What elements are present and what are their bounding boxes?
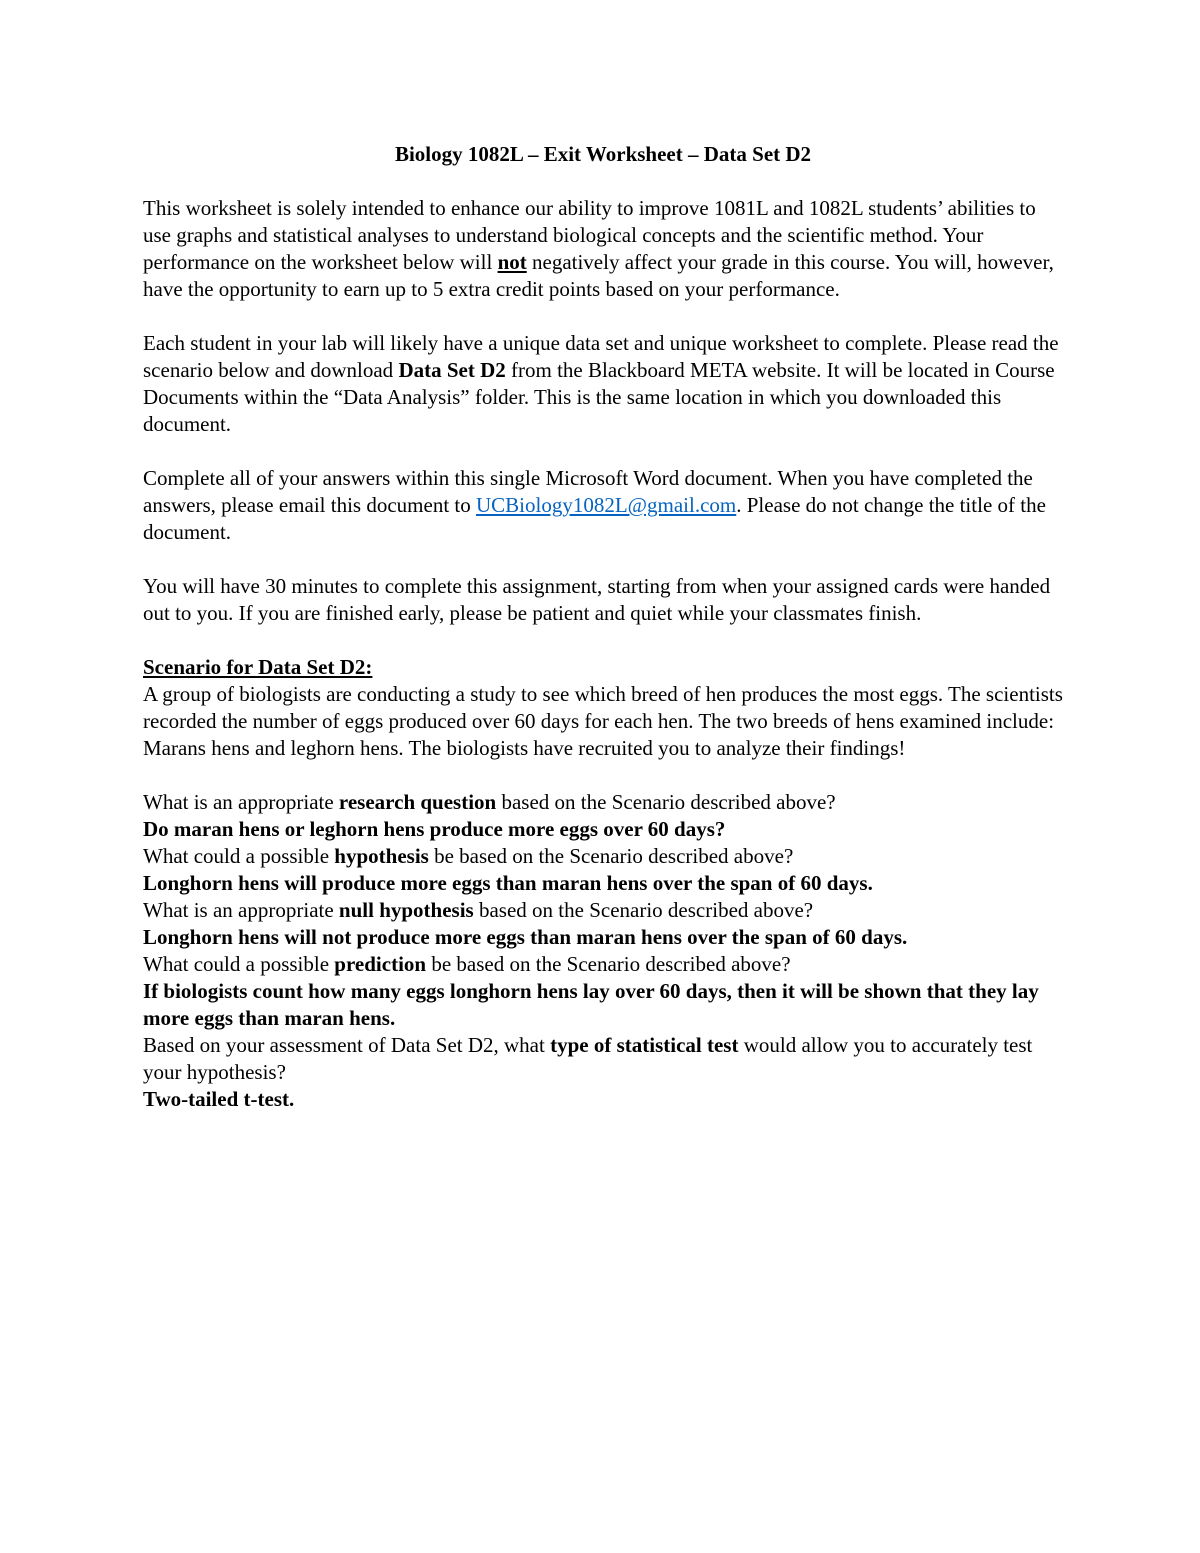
email-link[interactable]: UCBiology1082L@gmail.com xyxy=(476,493,737,517)
question-keyword: null hypothesis xyxy=(338,898,474,922)
intro-text: Complete all of your answers within this single Microsoft Word document. When you have completed the answers, please email this document to xyxy=(143,466,1033,517)
question-text: based on the Scenario described above? xyxy=(496,790,836,814)
question-keyword: type of statistical test xyxy=(550,1033,739,1057)
intro-text: . Please do not change the title of the document. xyxy=(143,493,1046,544)
question-null-hypothesis xyxy=(143,897,1063,924)
question-research xyxy=(143,789,1063,816)
answer-hypothesis[interactable]: Longhorn hens will produce more eggs than maran hens over the span of 60 days. xyxy=(143,871,873,895)
question-statistical-test xyxy=(143,1032,1063,1086)
answer-null-hypothesis[interactable]: Longhorn hens will not produce more eggs than maran hens over the span of 60 days. xyxy=(143,925,908,949)
question-text: be based on the Scenario described above? xyxy=(428,844,794,868)
question-text: would allow you to accurately test your hypothesis? xyxy=(143,1033,1033,1084)
emphasis-not: not xyxy=(497,250,527,274)
data-set-name: Data Set D2 xyxy=(398,358,506,382)
question-keyword: hypothesis xyxy=(334,844,429,868)
intro-paragraph-time-limit: You will have 30 minutes to complete this assignment, starting from when your assigned cards were handed out to you. If you are finished early, please be patient and quiet while your classmates finish. xyxy=(143,574,1051,625)
intro-text: from the Blackboard META website. It will be located in Course Documents within the “Data Analysis” folder. This is the same location in which you downloaded this document. xyxy=(143,358,1055,436)
question-hypothesis xyxy=(143,843,1063,870)
answer-prediction[interactable]: If biologists count how many eggs longhorn hens lay over 60 days, then it will be shown that they lay more eggs than maran hens. xyxy=(143,979,1039,1030)
question-keyword: prediction xyxy=(334,952,427,976)
intro-paragraph-data-set xyxy=(143,330,1063,438)
answer-statistical-test[interactable]: Two-tailed t-test. xyxy=(143,1087,295,1111)
intro-text: This worksheet is solely intended to enhance our ability to improve 1081L and 1082L students’ abilities to use graphs and statistical analyses to understand biological concepts and the scientific method. Your performance on the worksheet below will xyxy=(143,196,1036,274)
intro-paragraph-submission xyxy=(143,465,1063,546)
question-text: be based on the Scenario described above? xyxy=(426,952,791,976)
intro-text: Each student in your lab will likely have a unique data set and unique worksheet to complete. Please read the scenario below and download xyxy=(143,331,1059,382)
document-body xyxy=(143,141,1063,1113)
question-prediction xyxy=(143,951,1063,978)
intro-paragraph-purpose xyxy=(143,195,1063,303)
scenario-heading: Scenario for Data Set D2: xyxy=(143,655,373,679)
question-text: Based on your assessment of Data Set D2, what xyxy=(143,1033,551,1057)
page-title: Biology 1082L – Exit Worksheet – Data Set D2 xyxy=(394,142,812,166)
question-text: What could a possible xyxy=(143,952,335,976)
answer-research[interactable]: Do maran hens or leghorn hens produce more eggs over 60 days? xyxy=(143,817,726,841)
question-text: based on the Scenario described above? xyxy=(473,898,814,922)
scenario-text: A group of biologists are conducting a study to see which breed of hen produces the most eggs. The scientists recorded the number of eggs produced over 60 days for each hen. The two breeds of hens examined include: Marans hens and leghorn hens. The biologists have recruited you to analyze their findings! xyxy=(143,682,1063,760)
questions-section xyxy=(143,789,1063,1113)
scenario-section xyxy=(143,654,1063,762)
question-text: What is an appropriate xyxy=(143,790,339,814)
question-text: What is an appropriate xyxy=(143,898,339,922)
question-text: What could a possible xyxy=(143,844,335,868)
intro-text: negatively affect your grade in this course. You will, however, have the opportunity to earn up to 5 extra credit points based on your performance. xyxy=(143,250,1054,301)
question-keyword: research question xyxy=(338,790,497,814)
